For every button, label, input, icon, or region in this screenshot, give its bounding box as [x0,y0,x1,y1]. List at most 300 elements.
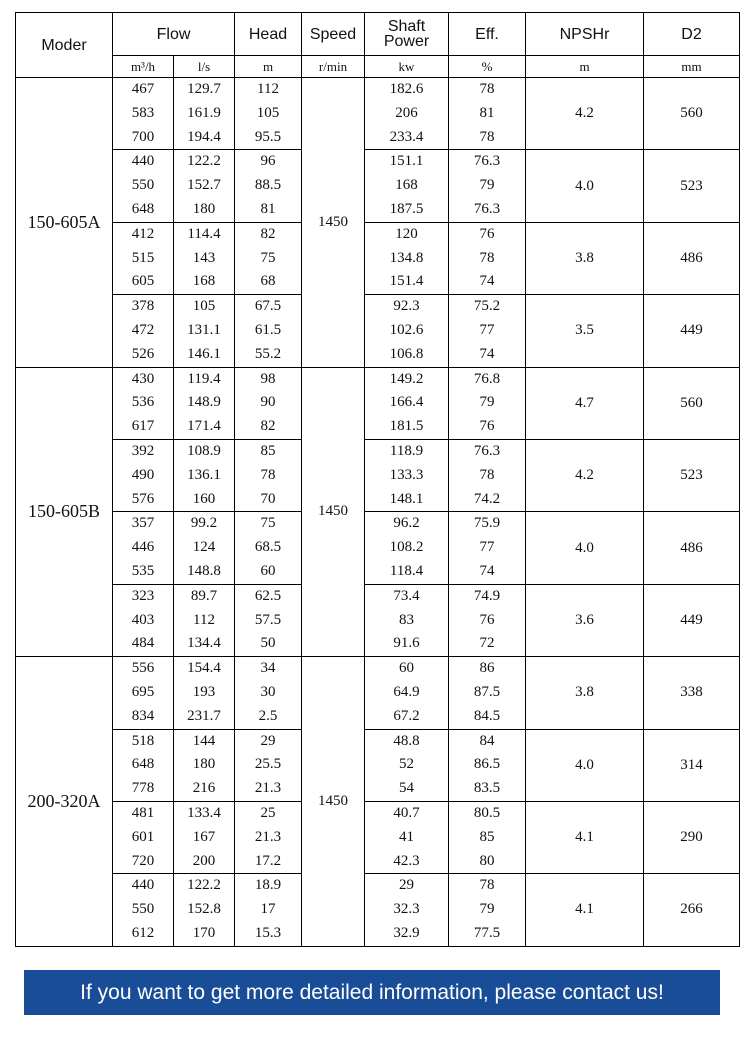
flow-header: Flow [113,13,235,56]
cell-value: 52 [399,756,414,773]
cell-value: 74.9 [473,587,501,604]
table-row [16,512,740,584]
cell-value: 72 [479,635,495,652]
cell-value: 166.4 [389,394,424,411]
cell-value: 231.7 [187,707,221,724]
cell-value: 78 [479,877,495,894]
cell-value: 79 [479,177,495,194]
shaft-power-values [365,367,449,439]
cell-value: 148.8 [187,562,221,579]
cell-value: 60 [260,562,276,579]
table-row [16,729,740,801]
cell-value: 181.5 [389,418,424,435]
cell-value: 21.3 [254,828,282,845]
cell-value: 187.5 [389,200,424,217]
cell-value: 515 [131,249,155,266]
cell-value: 99.2 [190,515,218,532]
cell-value: 48.8 [393,732,420,749]
cell-value: 120 [395,225,418,242]
npshr-header: NPSHr [526,13,644,56]
flow-ls-values [174,295,235,367]
cell-value: 526 [131,345,155,362]
cell-value: 2.5 [258,707,278,724]
cell-value: 105 [192,298,216,315]
flow-m3h-values [113,729,174,801]
cell-value: 122.2 [187,877,221,894]
cell-value: 118.4 [389,562,424,579]
cell-value: 61.5 [254,321,282,338]
cell-value: 76 [479,225,495,242]
cell-value: 118.9 [389,442,424,459]
cell-value: 106.8 [389,345,424,362]
head-values [235,295,302,367]
cell-value: 55.2 [254,345,282,362]
cell-value: 144 [192,732,216,749]
d2-value: 560 [644,367,740,439]
cell-value: 81 [260,200,276,217]
model-name: 150-605A [16,78,113,368]
d2-value: 449 [644,295,740,367]
cell-value: 648 [131,200,155,217]
cell-value: 83.5 [473,780,501,797]
cell-value: 86 [479,660,495,677]
speed-header: Speed [302,13,365,56]
cell-value: 95.5 [254,128,282,145]
flow-ls-values [174,78,235,150]
flow-ls-values [174,657,235,729]
eff-values [449,584,526,656]
cell-value: 92.3 [393,298,420,315]
shaft-power-values [365,150,449,222]
eff-values [449,801,526,873]
npshr-value: 4.0 [526,729,644,801]
eff-values [449,150,526,222]
cell-value: 182.6 [389,81,424,97]
cell-value: 170 [192,924,216,941]
cell-value: 77 [479,539,495,556]
cell-value: 171.4 [187,418,221,435]
cell-value: 152.7 [187,177,221,194]
cell-value: 80.5 [473,804,501,821]
cell-value: 605 [131,273,155,290]
cell-value: 576 [131,490,155,507]
d2-value: 560 [644,78,740,150]
table-row [16,222,740,294]
flow-m3h-values [113,584,174,656]
cell-value: 70 [260,490,276,507]
shaft-power-values [365,874,449,946]
cell-value: 68 [260,273,276,290]
head-values [235,584,302,656]
cell-value: 583 [131,104,155,121]
d2-unit: mm [644,56,740,78]
cell-value: 617 [131,418,155,435]
shaft-power-values [365,295,449,367]
cell-value: 25 [260,804,276,821]
cell-value: 74.2 [473,490,501,507]
shaft-power-values [365,657,449,729]
cell-value: 143 [192,249,216,266]
flow-m3h-values [113,801,174,873]
flow-ls-values [174,512,235,584]
cell-value: 392 [131,442,155,459]
cell-value: 17.2 [254,852,282,869]
eff-values [449,295,526,367]
d2-value: 314 [644,729,740,801]
cell-value: 25.5 [254,756,282,773]
npshr-value: 3.5 [526,295,644,367]
eff-values [449,874,526,946]
cell-value: 323 [131,587,155,604]
cell-value: 154.4 [187,660,221,677]
flow-ls-values [174,222,235,294]
head-values [235,222,302,294]
cell-value: 79 [479,394,495,411]
cell-value: 146.1 [187,345,221,362]
npshr-value: 4.1 [526,801,644,873]
cell-value: 200 [192,852,216,869]
cell-value: 54 [399,780,414,797]
head-values [235,801,302,873]
cell-value: 168 [192,273,216,290]
cell-value: 82 [260,225,276,242]
cell-value: 40.7 [393,804,420,821]
cell-value: 85 [479,828,495,845]
cell-value: 42.3 [393,852,420,869]
cell-value: 29 [399,877,414,894]
flow-ls-values [174,367,235,439]
cell-value: 74 [479,562,495,579]
npshr-value: 4.1 [526,874,644,946]
cell-value: 124 [192,539,216,556]
shaft-power-values [365,222,449,294]
eff-values [449,222,526,294]
cell-value: 75 [260,515,276,532]
cell-value: 168 [395,177,418,194]
cell-value: 556 [131,660,155,677]
npshr-value: 3.6 [526,584,644,656]
cell-value: 62.5 [254,587,282,604]
cell-value: 86.5 [473,756,501,773]
cell-value: 834 [131,707,155,724]
speed-value: 1450 [302,657,365,947]
cell-value: 167 [192,828,216,845]
cell-value: 15.3 [254,924,282,941]
shaft-power-values [365,584,449,656]
npshr-value: 4.2 [526,439,644,511]
cell-value: 60 [399,660,414,677]
cell-value: 29 [260,732,276,749]
cell-value: 472 [131,321,155,338]
cell-value: 148.9 [187,394,221,411]
model-name: 150-605B [16,367,113,657]
cell-value: 84 [479,732,495,749]
cell-value: 403 [131,611,155,628]
cell-value: 76.3 [473,442,501,459]
header-row [16,13,740,56]
cell-value: 194.4 [187,128,221,145]
d2-header: D2 [644,13,740,56]
cell-value: 122.2 [187,153,221,170]
cell-value: 57.5 [254,611,282,628]
flow-m3h-values [113,78,174,150]
shaft-power-header: Shaft Power [365,13,449,56]
cell-value: 134.8 [389,249,424,266]
eff-unit: % [449,56,526,78]
head-values [235,512,302,584]
shaft-power-values [365,729,449,801]
eff-values [449,78,526,150]
table-row [16,584,740,656]
flow-ls-values [174,801,235,873]
cell-value: 91.6 [393,635,420,652]
cell-value: 490 [131,466,155,483]
cell-value: 131.1 [187,321,221,338]
cell-value: 84.5 [473,707,501,724]
d2-value: 523 [644,439,740,511]
cell-value: 76.3 [473,153,501,170]
cell-value: 518 [131,732,155,749]
cell-value: 720 [131,852,155,869]
cell-value: 612 [131,924,155,941]
flow-m3h-values [113,150,174,222]
cell-value: 21.3 [254,780,282,797]
cell-value: 550 [131,177,155,194]
table-row [16,874,740,946]
table-row [16,295,740,367]
head-values [235,367,302,439]
cell-value: 77.5 [473,924,501,941]
head-values [235,78,302,150]
cell-value: 536 [131,394,155,411]
d2-value: 486 [644,222,740,294]
flow-m3h-values [113,512,174,584]
table-row [16,78,740,150]
cell-value: 75 [260,249,276,266]
cell-value: 481 [131,804,155,821]
cell-value: 78 [479,249,495,266]
head-header: Head [235,13,302,56]
cell-value: 112 [257,81,279,97]
flow-ls-values [174,874,235,946]
cell-value: 134.4 [187,635,221,652]
flow-m3h-values [113,367,174,439]
cell-value: 76 [479,418,495,435]
model-name: 200-320A [16,657,113,947]
npshr-value: 4.0 [526,512,644,584]
cell-value: 467 [131,81,155,97]
head-values [235,729,302,801]
npshr-value: 4.7 [526,367,644,439]
flow-ls-values [174,150,235,222]
shaft-power-values [365,439,449,511]
cell-value: 74 [479,345,495,362]
model-header: Moder [16,13,113,78]
d2-value: 290 [644,801,740,873]
cell-value: 180 [192,200,216,217]
cell-value: 50 [260,635,276,652]
cell-value: 151.4 [389,273,424,290]
npshr-value: 3.8 [526,222,644,294]
cell-value: 114.4 [187,225,221,242]
npshr-value: 3.8 [526,657,644,729]
contact-banner: If you want to get more detailed information, please contact us! [24,970,720,1015]
cell-value: 102.6 [389,321,424,338]
cell-value: 112 [193,611,215,628]
cell-value: 78 [260,466,276,483]
cell-value: 64.9 [393,683,420,700]
cell-value: 81 [479,104,495,121]
cell-value: 133.4 [187,804,221,821]
cell-value: 535 [131,562,155,579]
cell-value: 78 [479,466,495,483]
speed-value: 1450 [302,78,365,368]
cell-value: 83 [399,611,414,628]
npshr-value: 4.0 [526,150,644,222]
cell-value: 82 [260,418,276,435]
table-row [16,657,740,729]
flow-ls-values [174,584,235,656]
shaft-power-unit: kw [365,56,449,78]
cell-value: 96.2 [393,515,420,532]
cell-value: 76.8 [473,370,501,387]
cell-value: 32.3 [393,901,420,918]
flow-m3h-values [113,295,174,367]
cell-value: 695 [131,683,155,700]
cell-value: 78 [479,128,495,145]
cell-value: 119.4 [187,370,221,387]
cell-value: 648 [131,756,155,773]
cell-value: 160 [192,490,216,507]
cell-value: 161.9 [187,104,221,121]
cell-value: 357 [131,515,155,532]
table-row [16,801,740,873]
flow-ls-values [174,729,235,801]
cell-value: 67.5 [254,298,282,315]
cell-value: 98 [260,370,276,387]
flow-m3h-values [113,657,174,729]
head-values [235,657,302,729]
cell-value: 136.1 [187,466,221,483]
cell-value: 550 [131,901,155,918]
shaft-power-values [365,512,449,584]
d2-value: 449 [644,584,740,656]
cell-value: 108.2 [389,539,424,556]
shaft-power-values [365,78,449,150]
cell-value: 77 [479,321,495,338]
eff-values [449,512,526,584]
cell-value: 216 [192,780,216,797]
d2-value: 338 [644,657,740,729]
flow-m3h-values [113,222,174,294]
flow-ls-unit: l/s [174,56,235,78]
table-row [16,367,740,439]
cell-value: 206 [395,104,418,121]
eff-values [449,729,526,801]
cell-value: 34 [260,660,276,677]
speed-value: 1450 [302,367,365,657]
cell-value: 89.7 [190,587,218,604]
d2-value: 486 [644,512,740,584]
cell-value: 440 [131,877,155,894]
cell-value: 193 [192,683,216,700]
cell-value: 79 [479,901,495,918]
table-row [16,150,740,222]
cell-value: 446 [131,539,155,556]
cell-value: 90 [260,394,276,411]
head-values [235,150,302,222]
pump-spec-table [15,12,740,947]
cell-value: 484 [131,635,155,652]
head-values [235,874,302,946]
cell-value: 440 [131,153,155,170]
shaft-power-values [365,801,449,873]
cell-value: 180 [192,756,216,773]
cell-value: 78 [479,81,495,97]
eff-header: Eff. [449,13,526,56]
cell-value: 96 [260,153,276,170]
cell-value: 73.4 [393,587,420,604]
flow-m3h-unit: m³/h [113,56,174,78]
cell-value: 85 [260,442,276,459]
unit-row [16,56,740,78]
cell-value: 76.3 [473,200,501,217]
head-unit: m [235,56,302,78]
eff-values [449,439,526,511]
cell-value: 151.1 [389,153,424,170]
cell-value: 80 [479,852,495,869]
npshr-value: 4.2 [526,78,644,150]
cell-value: 601 [131,828,155,845]
cell-value: 75.9 [473,515,501,532]
eff-values [449,657,526,729]
d2-value: 266 [644,874,740,946]
cell-value: 18.9 [254,877,282,894]
cell-value: 129.7 [187,81,221,97]
cell-value: 108.9 [187,442,221,459]
cell-value: 41 [399,828,414,845]
d2-value: 523 [644,150,740,222]
cell-value: 233.4 [389,128,424,145]
flow-m3h-values [113,874,174,946]
cell-value: 32.9 [393,924,420,941]
cell-value: 412 [131,225,155,242]
cell-value: 74 [479,273,495,290]
cell-value: 152.8 [187,901,221,918]
flow-ls-values [174,439,235,511]
cell-value: 76 [479,611,495,628]
npshr-unit: m [526,56,644,78]
cell-value: 148.1 [389,490,424,507]
cell-value: 430 [131,370,155,387]
eff-values [449,367,526,439]
table-row [16,439,740,511]
cell-value: 75.2 [473,298,501,315]
cell-value: 778 [131,780,155,797]
cell-value: 30 [260,683,276,700]
cell-value: 149.2 [389,370,424,387]
speed-unit: r/min [302,56,365,78]
cell-value: 105 [256,104,280,121]
cell-value: 88.5 [254,177,282,194]
cell-value: 378 [131,298,155,315]
cell-value: 67.2 [393,707,420,724]
cell-value: 700 [131,128,155,145]
cell-value: 87.5 [473,683,501,700]
cell-value: 68.5 [254,539,282,556]
flow-m3h-values [113,439,174,511]
head-values [235,439,302,511]
